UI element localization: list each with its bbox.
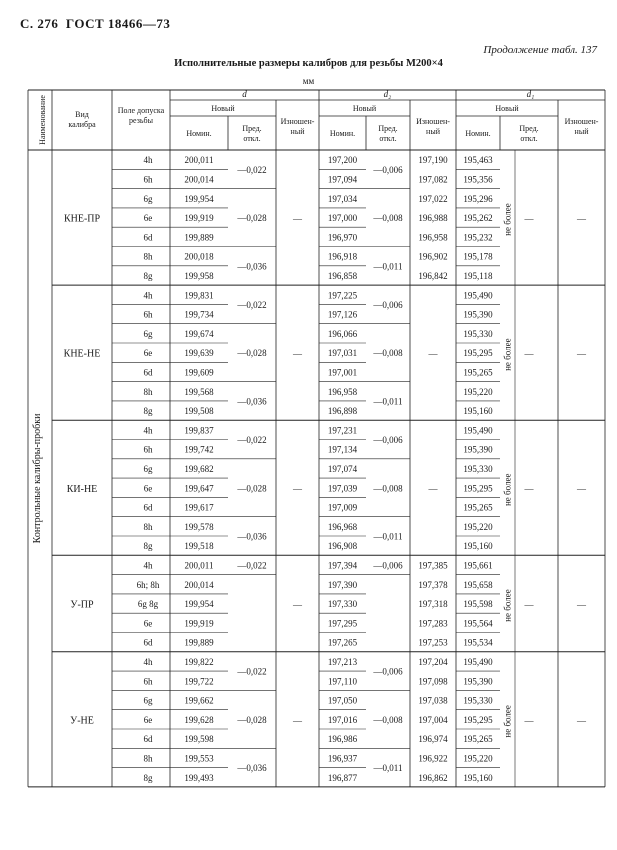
tolerance-field: 8h [143,521,153,532]
tolerance-field: 6e [143,348,153,359]
d2-nominal: 197,265 [327,637,358,648]
d-nominal: 199,617 [184,502,214,513]
d2-nominal: 197,394 [327,560,358,571]
d2-nominal: 197,001 [327,367,358,378]
d2-worn: 196,842 [418,270,448,281]
d2-worn: 197,082 [418,174,448,185]
d2-nominal: 197,126 [327,309,358,320]
tolerance-field: 6e [143,483,153,494]
d2-deviation: —0,011 [373,396,403,407]
d2-nominal: 196,908 [327,541,358,552]
tolerance-field: 6e [143,213,153,224]
d2-nominal: 197,330 [327,599,358,610]
d-nominal: 200,011 [184,560,214,571]
d2-nominal: 197,200 [327,155,358,166]
d1-nominal: 195,232 [463,232,493,243]
d1-nominal: 195,265 [463,367,493,378]
d1-worn-dash: — [577,483,586,494]
d2-worn-dash: — [428,483,438,494]
d-nominal: 200,018 [184,251,214,262]
d1-nominal: 195,490 [463,656,493,667]
d-nominal: 199,954 [184,599,214,610]
not-more-note: не более [502,589,513,622]
not-more-note: не более [502,705,513,738]
d2-worn: 197,022 [418,193,448,204]
tolerance-field: 6d [143,232,153,243]
d-deviation: —0,036 [237,396,267,407]
d2-nominal: 197,094 [327,174,358,185]
deviation-header: откл. [520,134,538,143]
d1-nominal: 195,534 [463,637,493,648]
d2-worn: 196,974 [418,734,448,745]
d2-deviation: —0,006 [373,435,403,445]
d-deviation: —0,036 [237,763,267,774]
d2-nominal: 196,968 [327,521,358,532]
d2-deviation: —0,006 [373,666,403,677]
d-nominal: 200,014 [184,579,214,590]
d-nominal: 199,682 [184,463,214,474]
calibre-kind: КНЕ-НЕ [63,348,101,360]
page-number: С. 276 [20,16,59,31]
tolerance-field: 8g [143,270,153,281]
d1-nominal: 195,262 [463,213,493,224]
d1-nominal: 195,295 [463,348,493,359]
d1-nominal: 195,598 [463,599,493,610]
d1-nominal: 195,390 [463,309,493,320]
d2-deviation: —0,008 [373,213,403,224]
field-column-header: резьбы [129,116,153,125]
standard-number: ГОСТ 18466—73 [65,16,171,31]
d1-nominal: 195,295 [463,483,493,494]
d-nominal: 199,919 [184,213,214,224]
tolerance-field: 6d [143,502,153,513]
d-nominal: 199,734 [184,309,214,320]
d1-nominal: 195,220 [463,753,493,764]
d-nominal: 199,568 [184,386,214,397]
d2-worn: 197,283 [418,618,448,629]
d1-nominal: 195,330 [463,695,493,706]
d2-nominal: 197,031 [327,348,358,359]
tolerance-field: 4h [143,425,153,436]
d2-worn: 196,862 [418,772,448,783]
d-nominal: 199,493 [184,772,214,783]
d-nominal: 199,837 [184,425,214,436]
d1-worn-dash: — [577,348,586,359]
d1-nominal: 195,265 [463,502,493,513]
d1-nominal: 195,390 [463,676,493,687]
kind-column-header: калибра [68,120,96,129]
d2-nominal: 196,986 [327,734,358,745]
tolerance-field: 6e [143,714,153,725]
d-worn-dash: — [293,715,302,726]
d2-nominal: 196,066 [327,328,358,339]
d2-worn: 196,958 [418,232,448,243]
d2-nominal: 196,877 [327,772,358,783]
d1-nominal: 195,356 [463,174,493,185]
d1-deviation-dash: — [524,715,534,726]
d1-nominal: 195,160 [463,772,493,783]
d2-nominal: 197,074 [327,463,358,474]
d1-nominal: 195,295 [463,714,493,725]
d-deviation: —0,028 [237,714,267,725]
tolerance-field: 8g [143,541,153,552]
d-column-header: d [242,89,247,99]
d2-deviation: —0,011 [373,763,403,774]
not-more-note: не более [502,203,513,236]
d-deviation: —0,022 [237,299,267,310]
d1-column-header: d₁ [526,89,535,99]
d1-nominal: 195,118 [463,270,493,281]
d-nominal: 199,647 [184,483,214,494]
tolerance-field: 6g [143,328,153,339]
d1-nominal: 195,160 [463,406,493,417]
d2-worn: 197,318 [418,599,448,610]
d2-nominal: 197,295 [327,618,358,629]
new-header: Новый [211,104,235,113]
d1-worn-dash: — [577,715,586,726]
d-nominal: 199,662 [184,695,214,706]
new-header: Новый [352,104,377,113]
d2-deviation: —0,006 [373,299,403,310]
tolerance-field: 4h [143,155,153,166]
d-deviation: —0,022 [237,666,267,677]
tolerance-field: 6g [143,695,153,706]
d-nominal: 199,919 [184,618,214,629]
d2-nominal: 197,016 [327,714,358,725]
d-deviation: —0,022 [237,164,267,175]
tolerance-field: 6h [143,309,153,320]
tolerance-field: 4h [143,656,153,667]
d1-nominal: 195,296 [463,193,493,204]
worn-header: ный [574,127,589,136]
d-nominal: 199,954 [184,193,214,204]
d2-worn: 197,385 [418,560,448,571]
tolerance-field: 6g 8g [137,599,159,610]
tolerance-field: 6g [143,463,153,474]
nominal-header: Номин. [329,129,356,138]
d1-nominal: 195,490 [463,425,493,436]
not-more-note: не более [502,473,513,507]
tolerance-field: 6d [143,734,153,745]
d-nominal: 199,578 [184,521,214,532]
d-deviation: —0,028 [237,213,267,224]
tolerance-field: 6h; 8h [136,579,160,590]
d2-nominal: 197,110 [328,676,357,687]
tolerance-field: 6e [143,618,153,629]
calibre-kind: КНЕ-ПР [63,213,101,225]
d2-deviation: —0,011 [373,261,403,272]
tolerance-field: 6h [143,174,153,185]
d2-deviation: —0,006 [373,560,403,571]
d1-nominal: 195,564 [463,618,493,629]
kind-column-header: Вид [75,110,89,119]
d-worn-dash: — [293,483,302,494]
d2-worn: 196,922 [418,753,448,764]
calibre-kind: У-НЕ [70,715,94,727]
d1-deviation-dash: — [524,348,534,359]
d2-column-header: d₂ [383,89,392,99]
d2-nominal: 196,958 [327,386,358,397]
d1-nominal: 195,330 [463,463,493,474]
d-nominal: 200,014 [184,174,214,185]
d2-deviation: —0,011 [373,531,403,542]
d-deviation: —0,022 [237,560,267,571]
d-nominal: 199,553 [184,753,214,764]
d2-worn-dash: — [428,348,438,359]
tolerance-field: 8h [143,753,153,764]
d1-nominal: 195,160 [463,541,493,552]
table-title: Исполнительные размеры калибров для резьбы М200×4 [174,58,443,69]
tolerance-field: 8h [143,386,153,397]
d-nominal: 199,518 [184,541,214,552]
d2-nominal: 197,034 [327,193,358,204]
worn-header: ный [290,127,305,136]
field-column-header: Поле допуска [117,106,165,115]
worn-header: ный [426,127,440,136]
d-nominal: 199,889 [184,637,214,648]
d2-worn: 197,004 [418,714,448,725]
d-nominal: 199,508 [184,406,214,417]
d2-worn: 197,378 [418,579,448,590]
name-label: Контрольные калибры-пробки [32,413,43,544]
d2-nominal: 197,225 [327,290,358,301]
d1-deviation-dash: — [524,213,534,224]
d1-nominal: 195,265 [463,734,493,745]
nominal-header: Номин. [186,129,212,138]
d2-nominal: 197,009 [327,502,358,513]
tolerance-field: 6d [143,367,153,378]
d2-worn: 197,253 [418,637,448,648]
d2-deviation: —0,006 [373,164,403,175]
d1-deviation-dash: — [524,599,534,610]
d-deviation: —0,028 [237,348,267,359]
d2-nominal: 197,039 [327,483,358,494]
d1-nominal: 195,658 [463,579,493,590]
d2-nominal: 196,937 [327,753,358,764]
d2-worn: 196,902 [418,251,448,262]
tolerance-field: 8g [143,772,153,783]
tolerance-field: 6h [143,444,153,455]
d1-nominal: 195,220 [463,521,493,532]
d-worn-dash: — [293,348,302,359]
d-deviation: —0,036 [237,261,267,272]
table-continuation-note: Продолжение табл. 137 [483,44,597,56]
d1-worn-dash: — [577,599,586,610]
tolerance-field: 8g [143,406,153,417]
d2-worn: 196,988 [418,213,448,224]
d1-nominal: 195,661 [463,560,493,571]
d2-worn: 197,098 [418,676,448,687]
d-deviation: —0,028 [237,483,267,494]
name-column-header: Наименование [38,95,47,145]
d1-nominal: 195,390 [463,444,493,455]
deviation-header: Пред. [378,124,398,133]
d2-nominal: 197,134 [327,444,358,455]
d-nominal: 199,958 [184,270,214,281]
new-header: Новый [495,104,519,113]
d1-nominal: 195,490 [463,290,493,301]
d2-nominal: 197,000 [327,213,358,224]
d2-nominal: 196,858 [327,270,358,281]
d2-deviation: —0,008 [373,483,403,494]
d-nominal: 199,598 [184,734,214,745]
tolerance-field: 4h [143,560,153,571]
tolerance-field: 6h [143,676,153,687]
calibre-kind: У-ПР [70,599,94,611]
d-nominal: 200,011 [184,155,214,166]
d-nominal: 199,609 [184,367,214,378]
deviation-header: Пред. [519,124,539,133]
tolerance-field: 6d [143,637,153,648]
d1-deviation-dash: — [524,483,534,494]
d1-nominal: 195,330 [463,328,493,339]
nominal-header: Номин. [465,129,491,138]
d-nominal: 199,628 [184,714,214,725]
d-nominal: 199,639 [184,348,214,359]
d2-nominal: 197,050 [327,695,358,706]
d2-worn: 197,038 [418,695,448,706]
d2-worn: 197,190 [418,155,448,166]
deviation-header: Пред. [242,124,262,133]
d2-nominal: 196,898 [327,406,358,417]
d-nominal: 199,822 [184,656,214,667]
tolerance-field: 6g [143,193,153,204]
tolerance-field: 8h [143,251,153,262]
d-nominal: 199,889 [184,232,214,243]
d2-deviation: —0,008 [373,348,403,359]
d2-worn: 197,204 [418,656,448,667]
d1-worn-dash: — [577,213,586,224]
d1-nominal: 195,463 [463,155,493,166]
deviation-header: откл. [243,134,261,143]
d2-nominal: 196,970 [327,232,358,243]
d-deviation: —0,022 [237,435,267,445]
worn-header: Изношен- [280,117,315,126]
d-nominal: 199,722 [184,676,214,687]
d2-nominal: 197,213 [327,656,358,667]
deviation-header: откл. [379,134,397,143]
not-more-note: не более [502,338,513,371]
d2-nominal: 197,231 [327,425,358,436]
d2-nominal: 197,390 [327,579,358,590]
d2-deviation: —0,008 [373,714,403,725]
d1-nominal: 195,178 [463,251,493,262]
tolerance-field: 4h [143,290,153,301]
d-nominal: 199,674 [184,328,214,339]
d-nominal: 199,831 [184,290,214,301]
units-label: мм [302,76,315,86]
calibre-kind: КИ-НЕ [66,483,98,495]
worn-header: Изношен- [564,117,599,126]
d-worn-dash: — [293,599,302,610]
d1-nominal: 195,220 [463,386,493,397]
d-nominal: 199,742 [184,444,214,455]
d2-nominal: 196,918 [327,251,358,262]
d-worn-dash: — [293,213,302,224]
d-deviation: —0,036 [237,531,267,542]
worn-header: Изношен- [416,117,450,126]
